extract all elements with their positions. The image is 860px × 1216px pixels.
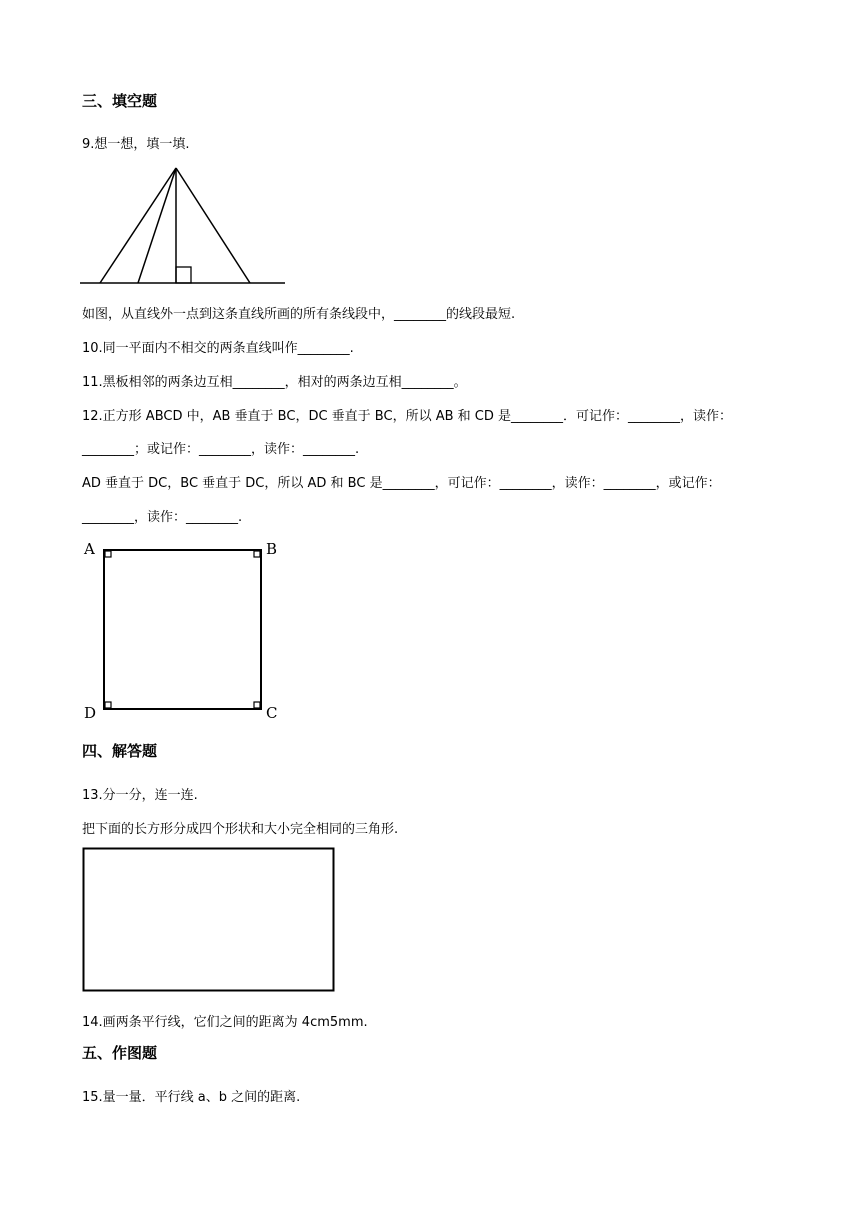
question-9-title: 9.想一想，填一填. (82, 137, 190, 152)
question-9-text: 如图，从直线外一点到这条直线所画的所有条线段中，________的线段最短. (82, 307, 516, 322)
section-heading-drawing: 五、作图题 (82, 1044, 158, 1062)
segment-left (100, 168, 176, 283)
right-angle-mark-a (105, 551, 111, 557)
question-14: 14.画两条平行线，它们之间的距离为 4cm5mm. (82, 1015, 368, 1030)
question-13-title: 13.分一分，连一连. (82, 788, 198, 803)
question-12-line-2: ________；或记作：________，读作：________. (82, 442, 360, 457)
question-12-line-4: ________，读作：________. (82, 510, 243, 525)
question-11: 11.黑板相邻的两条边互相________，相对的两条边互相________。 (82, 375, 467, 390)
right-angle-mark-b (254, 551, 260, 557)
right-angle-mark-c (254, 702, 260, 708)
label-c: C (266, 704, 278, 722)
question-13-text: 把下面的长方形分成四个形状和大小完全相同的三角形. (82, 822, 399, 837)
right-angle-mark-d (105, 702, 111, 708)
rectangle-figure (82, 847, 338, 995)
label-d: D (84, 704, 97, 722)
segment-inner (138, 168, 176, 283)
square (104, 550, 261, 709)
triangle-perpendicular-figure (80, 162, 290, 290)
question-10: 10.同一平面内不相交的两条直线叫作________. (82, 341, 354, 356)
question-15: 15.量一量．平行线 a、b 之间的距离. (82, 1090, 301, 1105)
rectangle (84, 849, 334, 991)
right-angle-mark (176, 267, 191, 283)
section-heading-answer: 四、解答题 (82, 742, 158, 760)
question-12-line-3: AD 垂直于 DC，BC 垂直于 DC，所以 AD 和 BC 是________，可记作：________，读作：________，或记作： (82, 476, 721, 491)
label-a: A (84, 540, 95, 558)
segment-right (176, 168, 250, 283)
label-b: B (266, 540, 278, 558)
question-12-line-1: 12.正方形 ABCD 中，AB 垂直于 BC，DC 垂直于 BC，所以 AB 和 CD 是________．可记作：________，读作： (82, 409, 733, 424)
square-abcd-figure (80, 536, 290, 726)
section-heading-fill-blank: 三、填空题 (82, 92, 158, 110)
